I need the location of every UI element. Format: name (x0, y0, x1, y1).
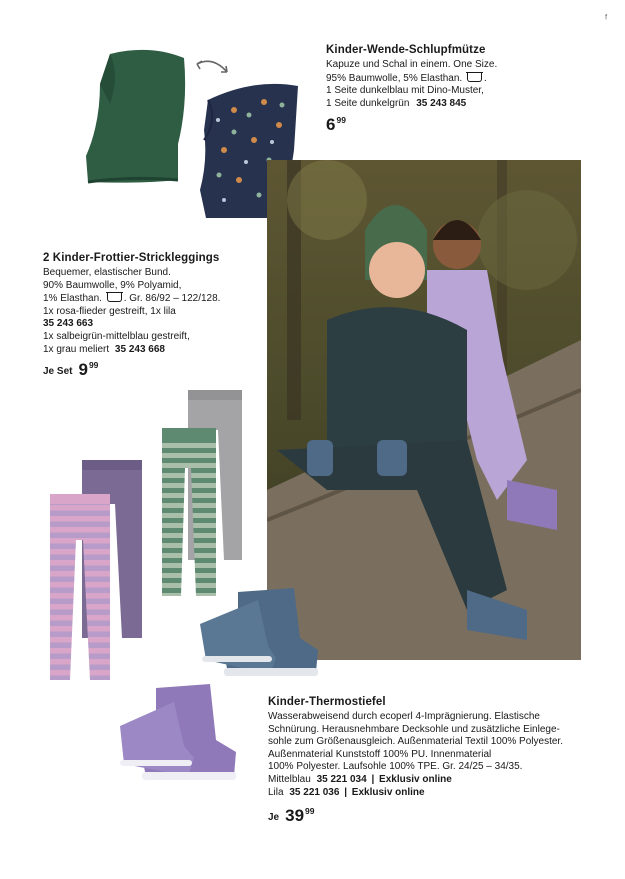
product-leggings-line3: 1% Elasthan. . Gr. 86/92 – 122/128. (43, 293, 221, 305)
page-mark: ᶠ (605, 14, 608, 25)
legging-pink-image (48, 494, 112, 682)
reversible-arrows-icon (193, 58, 233, 82)
product-boots (268, 696, 598, 824)
kids-photo (267, 160, 581, 660)
product-leggings-line1: Bequemer, elastischer Bund. (43, 267, 171, 278)
price-prefix: Je (268, 812, 280, 824)
price-main: 9 (78, 360, 88, 380)
boots-lilac-image (118, 684, 238, 788)
variant-name: Lila (268, 786, 284, 798)
price-cents: 99 (305, 806, 315, 817)
price-cents: 99 (88, 360, 99, 371)
product-leggings-line4: 1x rosa-flieder gestreift, 1x lila (43, 305, 176, 317)
product-hat-line2: 95% Baumwolle, 5% Elasthan. . (326, 72, 487, 84)
price-cents: 99 (336, 115, 346, 126)
product-hat-title: Kinder-Wende-Schlupfmütze (326, 44, 486, 56)
product-boots-variant1 (268, 774, 598, 787)
product-leggings-price (43, 361, 273, 378)
product-hat-line1: Kapuze und Schal in einem. One Size. (326, 59, 498, 70)
product-hat (326, 44, 606, 133)
variant-separator: | (344, 786, 348, 798)
product-hat-article: 35 243 845 (416, 97, 467, 109)
wash-symbol-icon (107, 292, 122, 302)
product-leggings (43, 252, 273, 378)
variant-separator: | (371, 773, 375, 785)
product-boots-line2: Schnürung. Herausnehmbare Decksohle und zusätzliche Einlege- (268, 723, 560, 735)
variant-note: Exklusiv online (351, 786, 425, 798)
boots-blue-image (198, 588, 320, 682)
product-boots-variant2 (268, 787, 598, 800)
product-leggings-line6: 1x salbeigrün-mittelblau gestreift, (43, 330, 190, 342)
product-leggings-grey: 1x grau meliert (43, 343, 110, 355)
variant-article: 35 221 034 (316, 773, 367, 785)
product-hat-price (326, 116, 606, 133)
price-prefix: Je Set (43, 366, 73, 378)
product-hat-material: 95% Baumwolle, 5% Elasthan. (326, 72, 463, 84)
variant-name: Mittelblau (268, 773, 311, 785)
wash-symbol-icon (467, 72, 482, 82)
product-leggings-article2: 35 243 668 (114, 343, 165, 355)
hat-green-image (80, 44, 192, 194)
product-boots-price (268, 807, 598, 824)
variant-article: 35 221 036 (289, 786, 340, 798)
product-hat-color: 1 Seite dunkelgrün (326, 97, 410, 109)
product-hat-line4 (326, 98, 606, 111)
product-leggings-line2: 90% Baumwolle, 9% Polyamid, (43, 279, 182, 291)
product-leggings-sizes: Gr. 86/92 – 122/128. (129, 293, 221, 305)
product-boots-title: Kinder-Thermostiefel (268, 696, 386, 708)
variant-note: Exklusiv online (379, 773, 452, 785)
legging-sage-image (160, 428, 218, 598)
price-main: 6 (326, 115, 336, 135)
product-boots-line3: sohle zum Größenausgleich. Außenmaterial Textil 100% Polyester. (268, 736, 563, 748)
product-leggings-line7 (43, 344, 273, 357)
product-leggings-article1: 35 243 663 (43, 318, 94, 330)
product-hat-line3: 1 Seite dunkelblau mit Dino-Muster, (326, 85, 484, 97)
product-boots-line1: Wasserabweisend durch ecoperl 4-Imprägnierung. Elastische (268, 711, 540, 722)
product-boots-line4: Außenmaterial Kunststoff 100% PU. Innenmaterial (268, 748, 492, 760)
price-main: 39 (285, 806, 305, 826)
product-boots-line5: 100% Polyester. Laufsohle 100% TPE. Gr. 24/25 – 34/35. (268, 761, 523, 773)
product-leggings-title: 2 Kinder-Frottier-Strickleggings (43, 252, 220, 264)
product-leggings-material: 1% Elasthan. (43, 293, 102, 305)
